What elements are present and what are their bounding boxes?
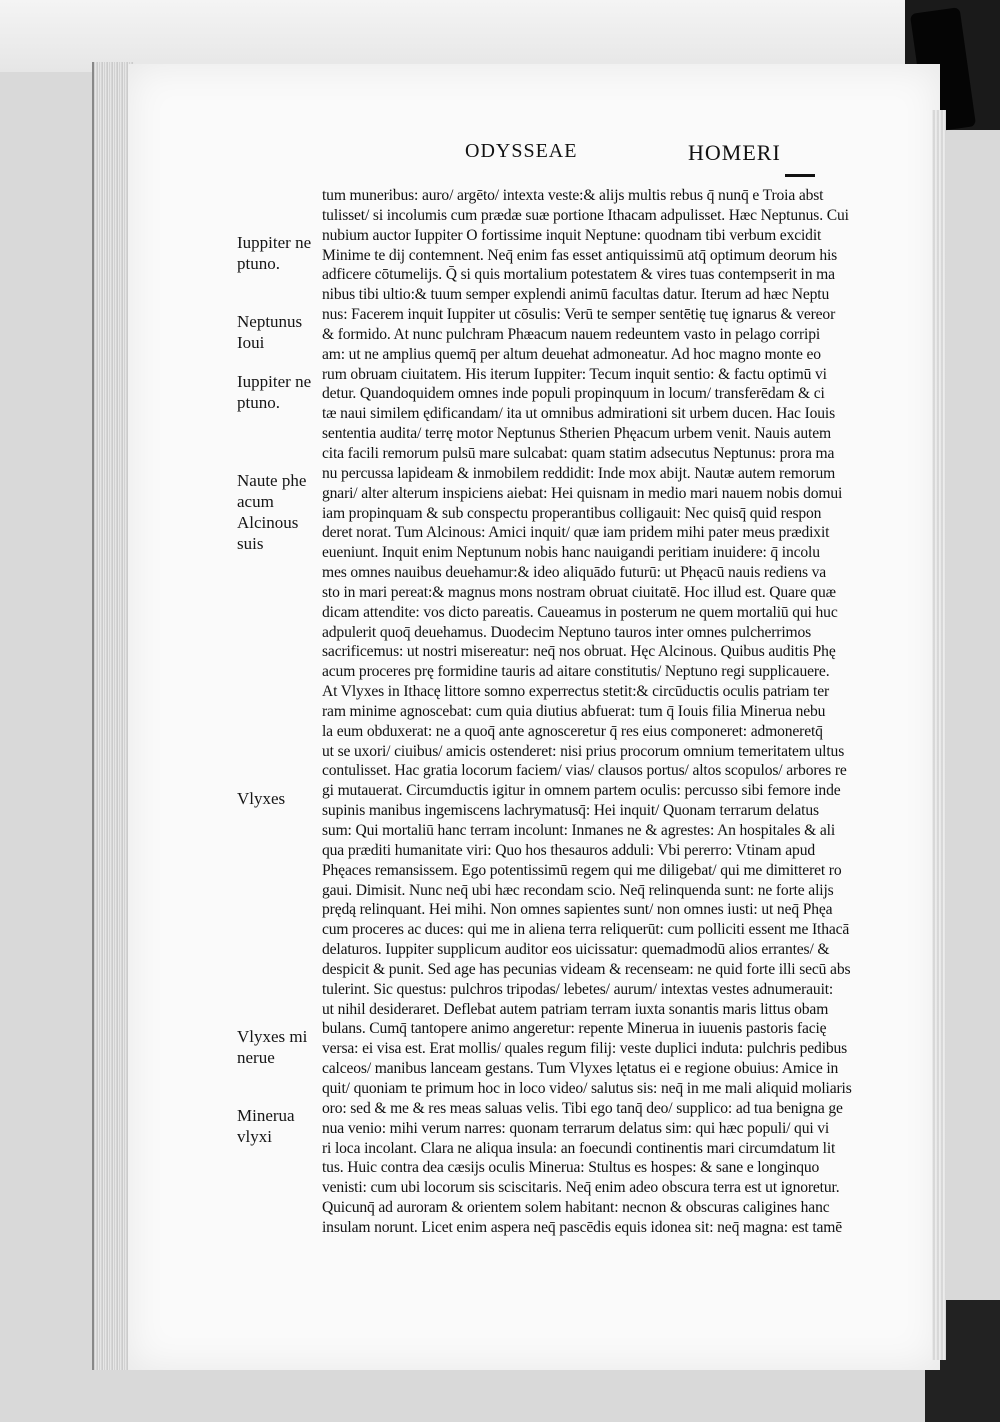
text-line: quit/ quoniam te primum hoc in loco video/ salutus sis: neq̄ in me mali aliquid moliaris <box>322 1079 852 1097</box>
text-line: nu percussa lapideam & inmobilem reddidit: Inde mox abijt. Nautæ autem remorum <box>322 464 836 482</box>
text-line: venisti: cum ubi locorum sis sciscitaris. Neq̄ enim adeo obscura terra est ut ignoretur. <box>322 1179 840 1197</box>
text-line: sum: Qui mortaliū hanc terram incolunt: Inmanes ne & agrestes: An hospitales & ali <box>322 822 836 839</box>
text-line: nubium auctor Iuppiter O fortissime inquit Neptune: quodnam tibi verbum excidit <box>322 226 822 244</box>
text-line: nua venio: mihi verum narres: quonam terrarum delatus sim: qui hæc populi/ qui vi <box>322 1119 830 1137</box>
text-line: Phęaces remansissem. Ego potentissimū regem qui me diligebat/ qui me dimitteret ro <box>322 861 842 879</box>
text-line: mes omnes nauibus deuehamur:& ideo aliquādo futurū: ut Phęacū nauis rediens va <box>322 564 827 582</box>
text-line: am: ut ne amplius quemq̄ per altum deuehat admoneatur. Ad hoc magno monte eo <box>322 345 821 363</box>
body-text <box>322 186 934 1236</box>
text-line: la eum obduxerat: ne a quoq̄ ante agnosceretur q̄ res eius componeret: admoneretq̄ <box>322 722 823 740</box>
text-line: calceos/ manibus lanceam gestans. Tum Vlyxes lętatus ei e regione obuius: Amice in <box>322 1060 839 1078</box>
text-line: insulam norunt. Licet enim aspera neq̄ pascēdis equis idonea sit: neq̄ magna: est tamē <box>322 1218 843 1236</box>
text-line: rum obruam ciuitatem. His iterum Iuppiter: Tecum inquit sentio: & factu optimū vi <box>322 365 827 383</box>
text-line: tulerint. Sic questus: pulchros tripodas/ lebetes/ aurum/ intextas vestes adnumerauit: <box>322 980 834 998</box>
text-line: adpulerit quoq̄ deuehamus. Duodecim Neptuno tauros inter omnes pulcherrimos <box>322 623 812 641</box>
text-line: sententia audita/ terrę motor Neptunus Stherien Phęacum urbem venit. Nauis autem <box>322 425 831 443</box>
text-line: tum muneribus: auro/ argēto/ intexta veste:& alijs multis rebus q̄ nunq̄ e Troia abst <box>322 187 824 204</box>
text-line: ut se uxori/ ciuibus/ amicis ostenderet: nisi prius procorum omnium temeritatem ultus <box>322 742 845 760</box>
margin-note: Iuppiter ne ptuno. <box>237 232 312 273</box>
text-line: gi mutauerat. Circumductis igitur in omnem partem oculis: percusso sibi femore inde <box>322 782 841 800</box>
text-line: sacrificemus: ut nostri misereatur: neq̄ nos obruat. Hęc Alcinous. Quibus auditis Phę <box>322 643 836 661</box>
text-line: gnari/ alter alterum inspiciens aiebat: Hei quisnam in medio mari nauem nobis domui <box>322 484 843 502</box>
text-line: cum proceres ac duces: qui me in aliena terra reliquerūt: cum polliciti essent me Ithacā <box>322 921 850 939</box>
running-header-left: ODYSSEAE <box>465 140 578 162</box>
text-line: Minime te dij contemnent. Neq̄ enim fas esset antiquissimū atq̄ optimum deorum his <box>322 246 838 264</box>
text-line: gaui. Dimisit. Nunc neq̄ ubi hæc recondam scio. Neq̄ relinquenda sunt: ne forte alijs <box>322 881 834 899</box>
text-line: oro: sed & me & res meas saluas velis. Tibi ego tanq̄ deo/ supplico: ad tua benigna ge <box>322 1099 843 1117</box>
text-line: cita facili remorum pulsū mare sulcabat: quam statim adsecutus Neptunus: prora ma <box>322 444 835 462</box>
text-line: contulisset. Hac gratia locorum faciem/ vias/ clausos portus/ altos scopulos/ arbores re <box>322 762 847 780</box>
text-line: At Vlyxes in Ithacę littore somno experrectus stetit:& circūductis oculis patriam ter <box>322 683 830 701</box>
text-line: ut nihil desideraret. Deflebat autem patriam terram iuxta sonantis maris littus obam <box>322 1000 829 1018</box>
text-line: dicam attendite: vos dicto pareatis. Caueamus in posterum ne quem mortaliū qui huc <box>322 603 838 621</box>
text-line: adficere cōtumelijs. Q̄ si quis mortalium potestatem & vires tuas contempserit in ma <box>322 266 835 284</box>
text-line: tus. Huic contra dea cæsijs oculis Minerua: Stultus es hospes: & sane e longinquo <box>322 1159 820 1177</box>
text-line: tulisset/ si incolumis cum prædæ suæ portione Ithacam adpulisset. Hæc Neptunus. Cui <box>322 206 849 224</box>
text-line: ri loca incolant. Clara ne aliqua insula: an foecundi continentis mari circumdatum lit <box>322 1139 836 1157</box>
text-line: ram minime agnoscebat: cum quia diutius abfuerat: tum q̄ Iouis filia Minerua nebu <box>322 702 826 720</box>
text-line: acum proceres prę formidine tauris ad aitare constitutis/ Neptuno regi supplicauere. <box>322 663 830 681</box>
text-line: despicit & punit. Sed age has pecunias videam & recenseam: ne quid forte illi secū abs <box>322 960 851 978</box>
text-line: supinis manibus ingemiscens lachrymatusq̄: Hei inquit/ Quonam terrarum delatus <box>322 802 819 820</box>
margin-note: Vlyxes <box>237 788 286 808</box>
margin-note: Minerua vlyxi <box>237 1106 295 1147</box>
margin-note: Neptunus Ioui <box>237 312 303 353</box>
text-line: nus: Facerem inquit Iuppiter ut cōsulis: Verū te semper sentētię tuę ignarus & vereor <box>322 306 836 324</box>
text-line: detur. Quandoquidem omnes inde populi propinquum in locum/ transferēdam & ci <box>322 385 825 403</box>
text-line: prędą relinquant. Hei mihi. Non omnes sapientes sunt/ non omnes iusti: ut neq̄ Phęa <box>322 901 833 919</box>
text-line: deret norat. Tum Alcinous: Amici inquit/ quæ iam pridem mihi pater meus prædixit <box>322 524 830 542</box>
margin-notes <box>0 0 330 1422</box>
header-rule-mark <box>785 174 815 177</box>
text-line: sto in mari pereat:& magnus mons nostram obruat ciuitatē. Hoc illud est. Quare quæ <box>322 583 836 601</box>
text-line: & formido. At nunc pulchram Phæacum nauem redeuntem vasto in pelago corripi <box>322 325 821 343</box>
text-line: iam propinquam & sub conspectu properantibus colligauit: Nec quisq̄ quid respon <box>322 504 822 522</box>
margin-note: Iuppiter ne ptuno. <box>237 371 312 412</box>
text-line: bulans. Cumq̄ tantopere animo angeretur: repente Minerua in iuuenis pastoris facię <box>322 1020 827 1038</box>
text-line: tæ naui similem ędificandam/ ita ut omnibus admirationi sit urbem ducen. Hac Iouis <box>322 405 836 423</box>
running-header-right: HOMERI <box>688 140 781 165</box>
text-line: versa: ei visa est. Erat mollis/ quales regum filij: veste duplici induta: pulchris pedibus <box>322 1040 848 1058</box>
text-line: nibus tibi ultio:& tuum semper explendi animū facultas datur. Iterum ad hæc Neptu <box>322 286 830 304</box>
margin-note: Naute phe acum Alcinous suis <box>237 470 307 553</box>
text-line: qua præditi humanitate viri: Quo hos thesauros adduli: Vbi pererro: Vtinam apud <box>322 841 815 859</box>
margin-note: Vlyxes mi nerue <box>237 1026 308 1067</box>
text-line: eueniunt. Inquit enim Neptunum nobis hanc nauigandi peritiam inuidere: q̄ incolu <box>322 544 820 562</box>
text-line: Quicunq̄ ad auroram & orientem solem habitant: necnon & obscuras caligines hanc <box>322 1199 830 1217</box>
text-line: delaturos. Iuppiter supplicum auditor eos uicissatur: quemadmodū alios errantes/ & <box>322 941 830 959</box>
page-right-edge <box>932 110 946 1360</box>
